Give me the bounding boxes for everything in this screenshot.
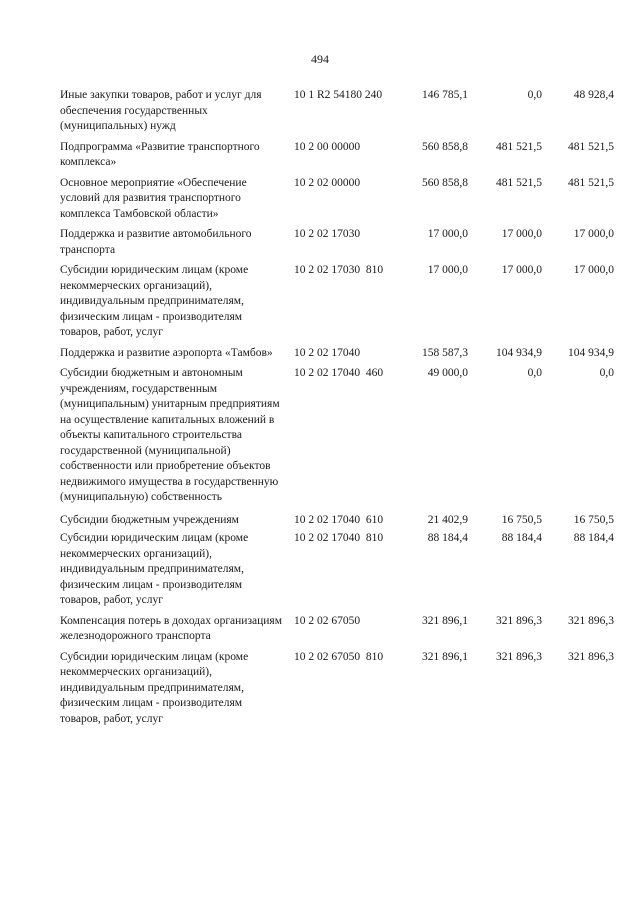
row-name: Иные закупки товаров, работ и услуг для обеспечения государственных (муниципальных) нужд bbox=[60, 89, 262, 132]
table-row bbox=[60, 650, 620, 728]
table-row bbox=[60, 531, 620, 609]
row-name: Компенсация потерь в доходах организациям железнодорожного транспорта bbox=[60, 614, 282, 642]
table-row bbox=[60, 227, 620, 258]
row-value-2: 88 184,4 bbox=[501, 532, 542, 544]
table-row bbox=[60, 176, 620, 223]
row-value-1: 17 000,0 bbox=[427, 264, 468, 276]
row-value-3: 481 521,5 bbox=[568, 176, 614, 189]
row-name: Поддержка и развитие автомобильного транспорта bbox=[60, 228, 252, 256]
row-name: Субсидии бюджетным учреждениям bbox=[60, 513, 239, 526]
table-row bbox=[60, 140, 620, 171]
row-value-1: 146 785,1 bbox=[422, 89, 468, 101]
row-code: 10 2 02 17040 460 bbox=[294, 367, 384, 379]
row-value-1: 321 896,1 bbox=[422, 650, 468, 663]
row-name: Субсидии бюджетным и автономным учреждениям, государственным (муниципальным) унитарным предприятиям на осуществление капитальных вложений в объекты капитального строительства государственной (муниципальной) собственности или приобретение объектов недвижимого имущества в государственную (муниципальную) собственность bbox=[60, 367, 280, 503]
row-value-3: 104 934,9 bbox=[568, 346, 614, 359]
row-value-2: 17 000,0 bbox=[501, 264, 542, 276]
row-name: Подпрограмма «Развитие транспортного комплекса» bbox=[60, 140, 260, 168]
row-value-1: 17 000,0 bbox=[427, 228, 468, 240]
row-value-1: 21 402,9 bbox=[427, 513, 468, 526]
row-value-2: 104 934,9 bbox=[496, 346, 542, 359]
row-value-2: 0,0 bbox=[527, 367, 542, 379]
table-row bbox=[60, 366, 620, 506]
row-value-3: 321 896,3 bbox=[568, 614, 614, 627]
row-value-3: 48 928,4 bbox=[573, 89, 614, 101]
row-code: 10 2 02 17040 810 bbox=[294, 532, 384, 544]
row-name: Субсидии юридическим лицам (кроме некоммерческих организаций), индивидуальным предпринимателям, физическим лицам - производителям товаров, работ, услуг bbox=[60, 532, 249, 606]
row-code: 10 2 02 67050 810 bbox=[294, 650, 384, 663]
row-name: Основное мероприятие «Обеспечение условий для развития транспортного комплекса Тамбовской области» bbox=[60, 176, 247, 220]
budget-table bbox=[60, 88, 620, 727]
row-value-3: 16 750,5 bbox=[573, 513, 614, 526]
row-value-2: 481 521,5 bbox=[496, 140, 542, 153]
row-value-3: 17 000,0 bbox=[573, 228, 614, 240]
row-value-2: 0,0 bbox=[527, 89, 542, 101]
row-value-1: 88 184,4 bbox=[427, 532, 468, 544]
row-value-1: 49 000,0 bbox=[427, 367, 468, 379]
row-code: 10 2 00 00000 bbox=[294, 140, 361, 153]
row-name: Субсидии юридическим лицам (кроме некоммерческих организаций), индивидуальным предпринимателям, физическим лицам - производителям товаров, работ, услуг bbox=[60, 264, 249, 338]
row-name: Субсидии юридическим лицам (кроме некоммерческих организаций), индивидуальным предпринимателям, физическим лицам - производителям товаров, работ, услуг bbox=[60, 650, 249, 725]
row-value-1: 321 896,1 bbox=[422, 614, 468, 627]
row-value-2: 321 896,3 bbox=[496, 614, 542, 627]
row-value-3: 88 184,4 bbox=[573, 532, 614, 544]
row-value-2: 17 000,0 bbox=[501, 228, 542, 240]
row-value-3: 17 000,0 bbox=[573, 264, 614, 276]
row-code: 10 1 R2 54180 240 bbox=[294, 89, 383, 101]
row-value-3: 481 521,5 bbox=[568, 140, 614, 153]
row-name: Поддержка и развитие аэропорта «Тамбов» bbox=[60, 346, 273, 359]
table-row bbox=[60, 88, 620, 135]
row-code: 10 2 02 17040 610 bbox=[294, 513, 384, 526]
row-code: 10 2 02 17040 bbox=[294, 346, 361, 359]
table-row bbox=[60, 346, 620, 362]
page-number: 494 bbox=[311, 52, 329, 66]
table-row bbox=[60, 263, 620, 341]
table-row bbox=[60, 614, 620, 645]
row-value-3: 0,0 bbox=[599, 367, 614, 379]
row-code: 10 2 02 67050 bbox=[294, 614, 361, 627]
row-code: 10 2 02 17030 bbox=[294, 228, 361, 240]
row-code: 10 2 02 00000 bbox=[294, 176, 361, 189]
row-value-3: 321 896,3 bbox=[568, 650, 614, 663]
row-value-1: 560 858,8 bbox=[422, 176, 468, 189]
row-value-1: 560 858,8 bbox=[422, 140, 468, 153]
row-value-1: 158 587,3 bbox=[422, 346, 468, 359]
row-value-2: 481 521,5 bbox=[496, 176, 542, 189]
row-code: 10 2 02 17030 810 bbox=[294, 264, 384, 276]
row-value-2: 16 750,5 bbox=[501, 513, 542, 526]
row-value-2: 321 896,3 bbox=[496, 650, 542, 663]
table-row bbox=[60, 513, 620, 529]
